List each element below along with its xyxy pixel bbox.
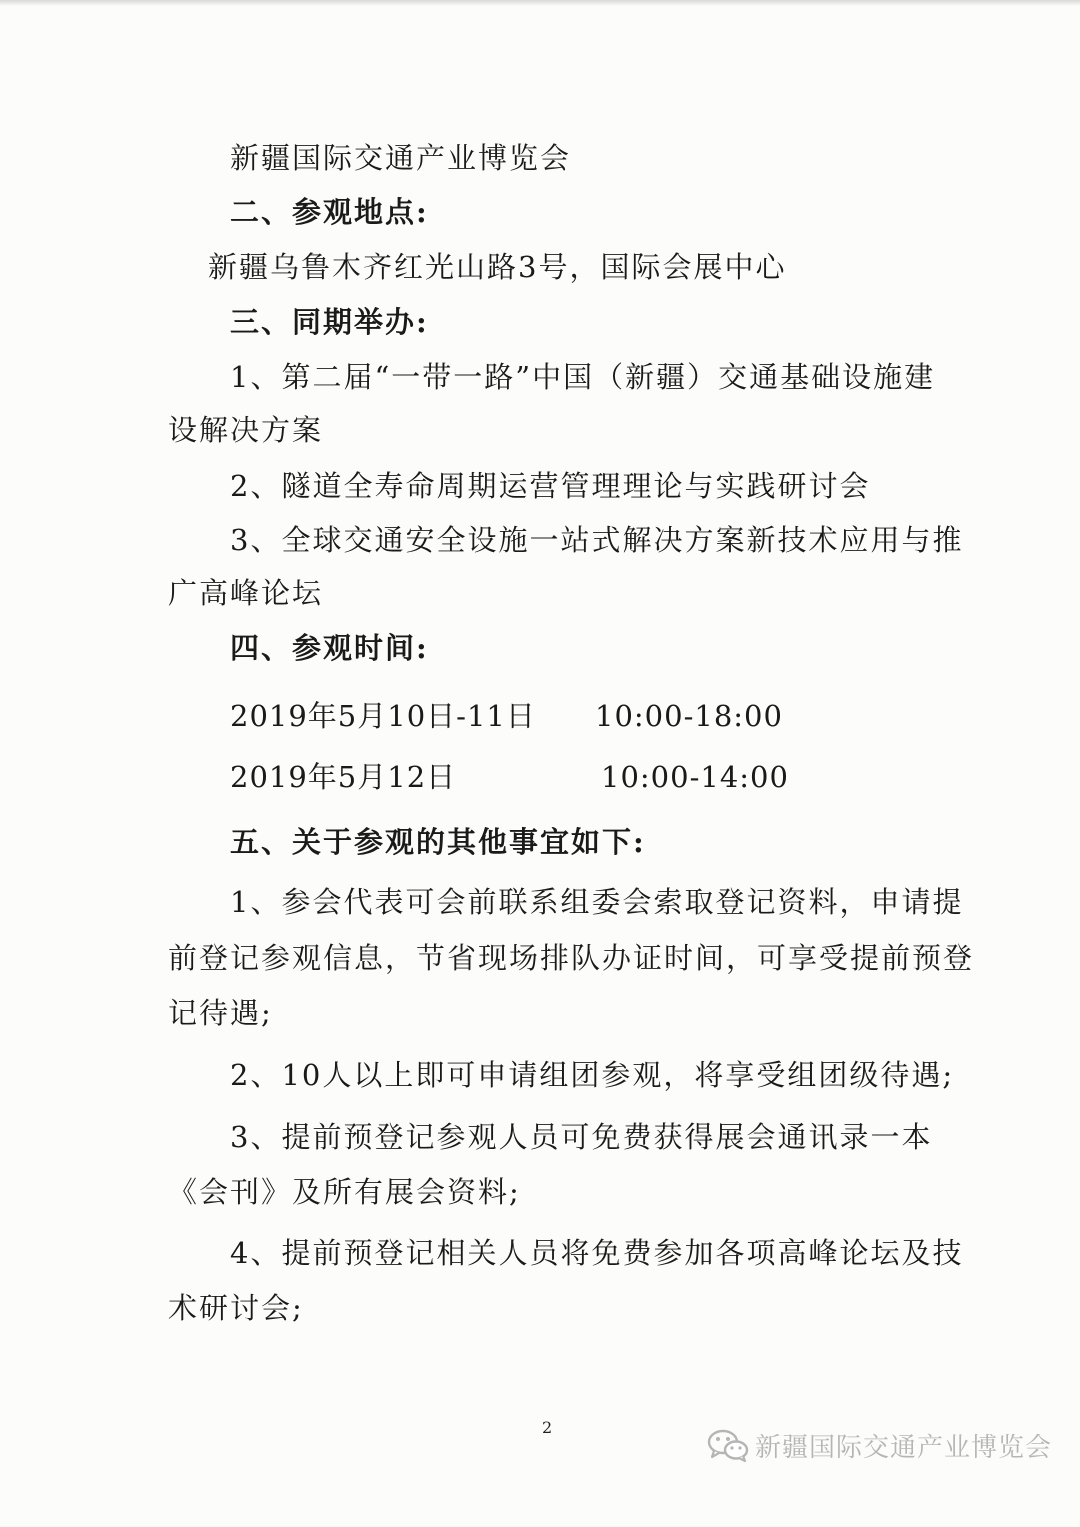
expo-name-line: 新疆国际交通产业博览会	[230, 141, 572, 175]
concurrent-item-3-line-2: 广高峰论坛	[168, 576, 324, 610]
concurrent-item-1-line-1: 1、第二届“一带一路”中国（新疆）交通基础设施建	[230, 360, 936, 394]
other-item-2: 2、10人以上即可申请组团参观，将享受组团级待遇;	[230, 1058, 955, 1092]
section-heading-time: 四、参观时间:	[230, 631, 429, 665]
location-line: 新疆乌鲁木齐红光山路3号，国际会展中心	[208, 250, 787, 284]
other-item-3-line-2: 《会刊》及所有展会资料;	[168, 1175, 521, 1209]
section-heading-other: 五、关于参观的其他事宜如下:	[230, 825, 646, 859]
other-item-3-line-1: 3、提前预登记参观人员可免费获得展会通讯录一本	[230, 1120, 933, 1154]
page-number: 2	[542, 1418, 553, 1437]
other-item-1-line-1: 1、参会代表可会前联系组委会索取登记资料，申请提	[230, 885, 964, 919]
other-item-4-line-1: 4、提前预登记相关人员将免费参加各项高峰论坛及技	[230, 1236, 964, 1270]
section-heading-concurrent: 三、同期举办:	[230, 305, 429, 339]
time-range-1: 10:00-18:00	[595, 699, 783, 733]
wechat-icon	[705, 1425, 751, 1465]
other-item-4-line-2: 术研讨会;	[168, 1291, 304, 1325]
wechat-watermark	[705, 1425, 1052, 1465]
date-range-2: 2019年5月12日	[230, 760, 457, 794]
other-item-1-line-3: 记待遇;	[168, 996, 273, 1030]
concurrent-item-3-line-1: 3、全球交通安全设施一站式解决方案新技术应用与推	[230, 523, 964, 557]
watermark-text: 新疆国际交通产业博览会	[755, 1432, 1053, 1463]
concurrent-item-2: 2、隧道全寿命周期运营管理理论与实践研讨会	[230, 469, 871, 503]
time-range-2: 10:00-14:00	[601, 760, 789, 794]
concurrent-item-1-line-2: 设解决方案	[168, 413, 324, 447]
scan-edge	[0, 0, 1080, 6]
section-heading-location: 二、参观地点:	[230, 195, 429, 229]
date-range-1: 2019年5月10日-11日	[230, 699, 536, 733]
other-item-1-line-2: 前登记参观信息，节省现场排队办证时间，可享受提前预登	[168, 941, 975, 975]
